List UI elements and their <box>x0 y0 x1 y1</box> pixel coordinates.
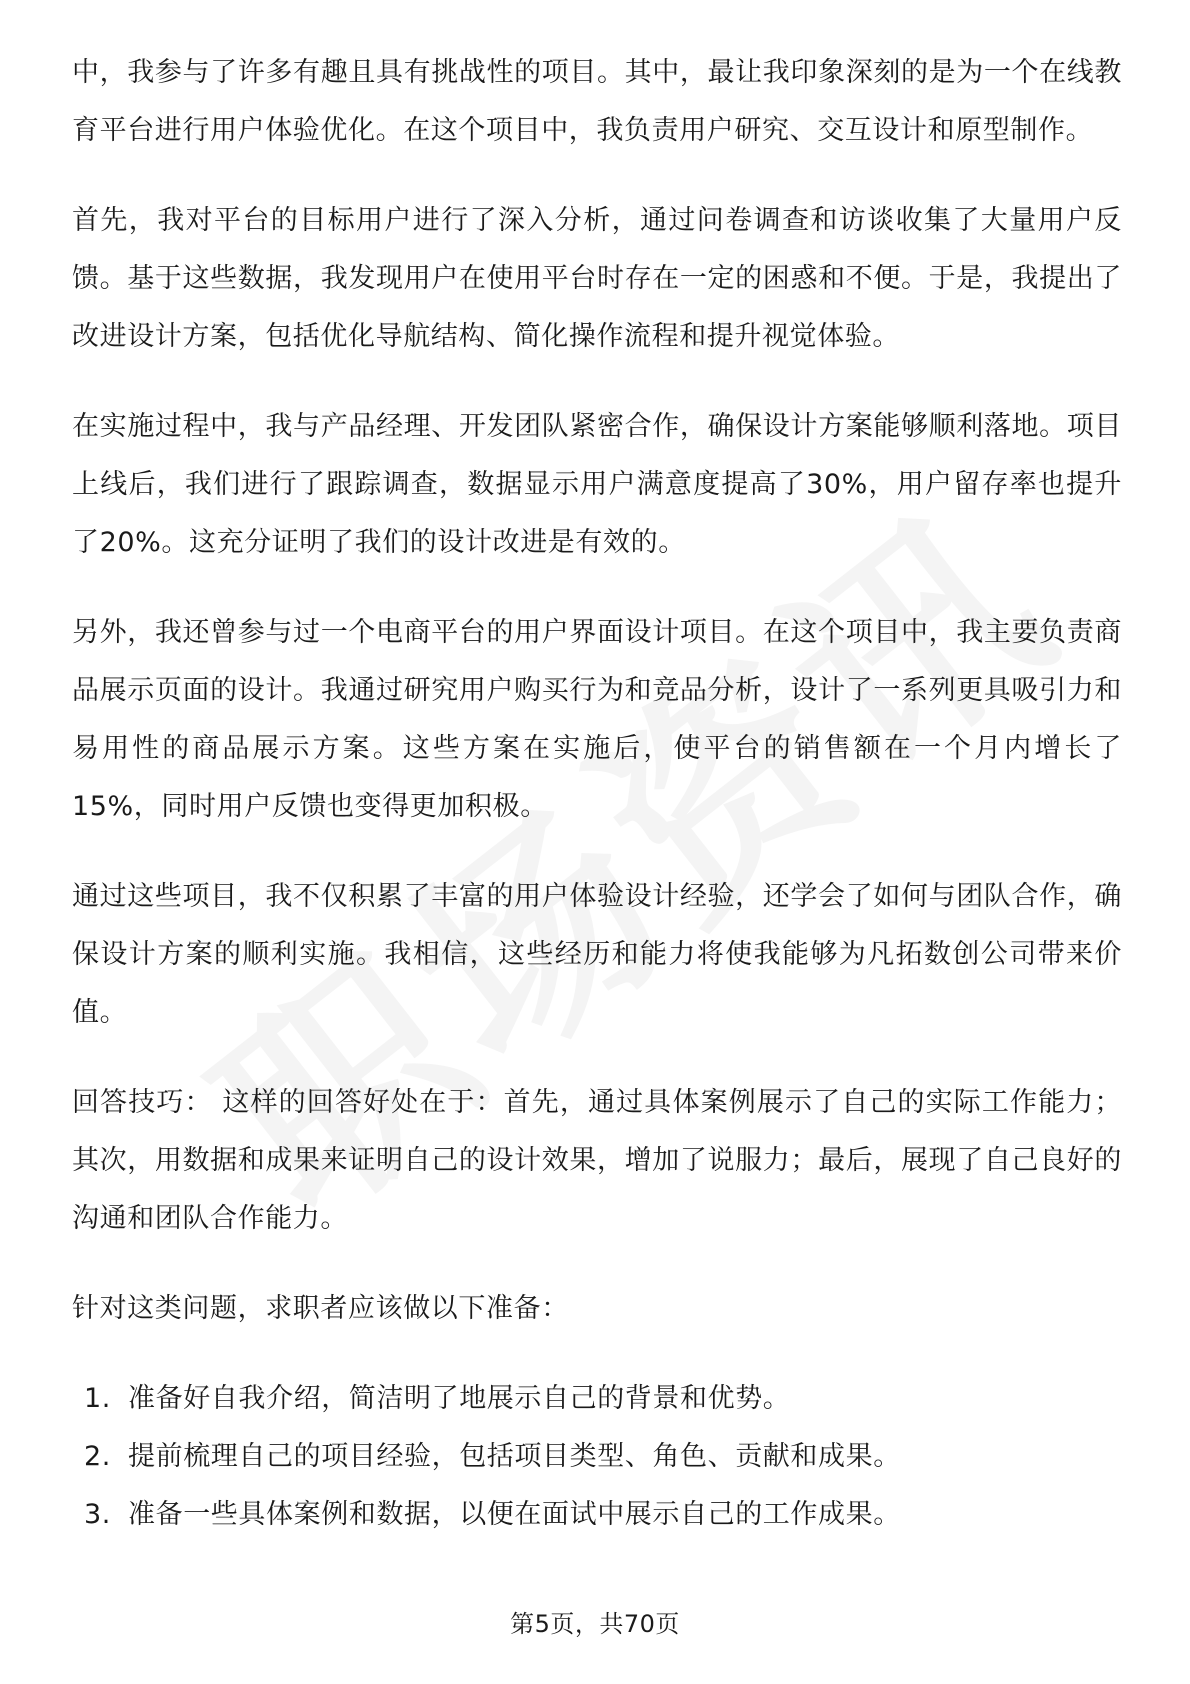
page-footer: 第5页，共70页 <box>510 1610 680 1638</box>
list-number: 1. <box>84 1383 111 1414</box>
list-text: 准备一些具体案例和数据，以便在面试中展示自己的工作成果。 <box>128 1499 901 1530</box>
list-item <box>72 1486 1122 1544</box>
list-item <box>72 1370 1122 1428</box>
list-number: 2. <box>84 1441 111 1472</box>
preparation-list <box>72 1370 1122 1544</box>
paragraph-implementation: 在实施过程中，我与产品经理、开发团队紧密合作，确保设计方案能够顺利落地。项目上线后，我们进行了跟踪调查，数据显示用户满意度提高了30%，用户留存率也提升了20%。这充分证明了我们的设计改进是有效的。 <box>72 411 1122 558</box>
list-number: 3. <box>84 1499 111 1530</box>
list-text: 准备好自我介绍，简洁明了地展示自己的背景和优势。 <box>128 1383 791 1414</box>
paragraph-preparation-intro: 针对这类问题，求职者应该做以下准备： <box>72 1293 569 1324</box>
paragraph-user-research: 首先，我对平台的目标用户进行了深入分析，通过问卷调查和访谈收集了大量用户反馈。基于这些数据，我发现用户在使用平台时存在一定的困惑和不便。于是，我提出了改进设计方案，包括优化导航结构、简化操作流程和提升视觉体验。 <box>72 205 1122 352</box>
paragraph-ecommerce-project: 另外，我还曾参与过一个电商平台的用户界面设计项目。在这个项目中，我主要负责商品展示页面的设计。我通过研究用户购买行为和竞品分析，设计了一系列更具吸引力和易用性的商品展示方案。这些方案在实施后，使平台的销售额在一个月内增长了15%，同时用户反馈也变得更加积极。 <box>72 617 1122 822</box>
list-item <box>72 1428 1122 1486</box>
document-body <box>72 44 1122 1544</box>
paragraph-summary: 通过这些项目，我不仅积累了丰富的用户体验设计经验，还学会了如何与团队合作，确保设计方案的顺利实施。我相信，这些经历和能力将使我能够为凡拓数创公司带来价值。 <box>72 881 1122 1028</box>
list-text: 提前梳理自己的项目经验，包括项目类型、角色、贡献和成果。 <box>128 1441 901 1472</box>
paragraph-answer-tips: 回答技巧： 这样的回答好处在于：首先，通过具体案例展示了自己的实际工作能力；其次，用数据和成果来证明自己的设计效果，增加了说服力；最后，展现了自己良好的沟通和团队合作能力。 <box>72 1087 1122 1234</box>
paragraph-project-intro: 中，我参与了许多有趣且具有挑战性的项目。其中，最让我印象深刻的是为一个在线教育平台进行用户体验优化。在这个项目中，我负责用户研究、交互设计和原型制作。 <box>72 57 1122 146</box>
